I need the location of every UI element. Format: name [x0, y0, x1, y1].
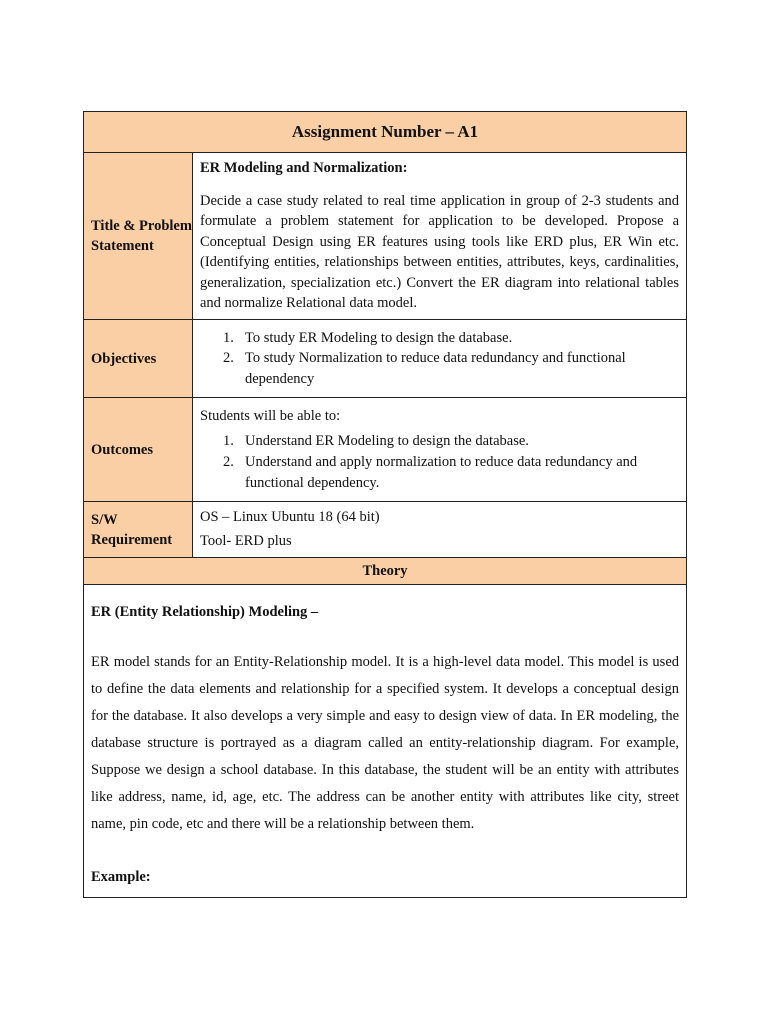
list-item	[200, 328, 679, 349]
list-text: Understand and apply normalization to reduce data redundancy and functional dependency.	[245, 454, 638, 491]
list-number: 1.	[223, 329, 234, 346]
problem-statement-text: Decide a case study related to real time application in group of 2-3 students and formulate a problem statement for application to be developed. Propose a Conceptual Design using ER features using tools like ERD plus, ER Win etc. (Identifying entities, relationships between entities, attributes, keys, cardinalities, generalization, specialization etc.) Convert the ER diagram into relational tables and normalize Relational data model.	[200, 192, 680, 312]
os-requirement: OS – Linux Ubuntu 18 (64 bit)	[200, 509, 380, 526]
objectives-label: Objectives	[84, 320, 193, 398]
theory-content	[84, 585, 687, 898]
list-item	[200, 348, 679, 389]
sw-requirement-content	[193, 502, 687, 558]
list-number: 1.	[223, 433, 234, 450]
outcomes-intro: Students will be able to:	[200, 407, 341, 424]
tool-requirement: Tool- ERD plus	[200, 533, 292, 549]
list-item	[200, 431, 679, 452]
title-problem-label: Title & Problem Statement	[84, 153, 193, 320]
list-number: 2.	[223, 350, 234, 367]
topic-heading: ER Modeling and Normalization:	[200, 159, 408, 176]
outcomes-list	[200, 431, 679, 493]
assignment-title: Assignment Number – A1	[84, 112, 687, 153]
title-problem-content	[193, 153, 687, 320]
theory-heading: ER (Entity Relationship) Modeling –	[91, 604, 319, 620]
example-label: Example:	[91, 869, 151, 885]
assignment-sheet	[83, 111, 686, 898]
list-text: Understand ER Modeling to design the database.	[245, 433, 529, 450]
list-text: To study ER Modeling to design the database.	[245, 329, 513, 346]
list-text: To study Normalization to reduce data redundancy and functional dependency	[245, 350, 626, 387]
objectives-content	[193, 320, 687, 398]
objectives-list	[200, 328, 679, 390]
theory-paragraph: ER model stands for an Entity-Relationship model. It is a high-level data model. This model is used to define the data elements and relationship for a specified system. It develops a conceptual design for the database. It also develops a very simple and easy to design view of data. In ER modeling, the database structure is portrayed as a diagram called an entity-relationship diagram. For example, Suppose we design a school database. In this database, the student will be an entity with attributes like address, name, id, age, etc. The address can be another entity with attributes like city, street name, pin code, etc and there will be a relationship between them.	[91, 654, 680, 832]
list-item	[200, 452, 679, 493]
outcomes-label: Outcomes	[84, 398, 193, 502]
assignment-table	[83, 111, 687, 898]
list-number: 2.	[223, 454, 234, 470]
sw-requirement-label: S/W Requirement	[84, 502, 193, 558]
outcomes-content	[193, 398, 687, 502]
theory-header: Theory	[84, 558, 687, 585]
